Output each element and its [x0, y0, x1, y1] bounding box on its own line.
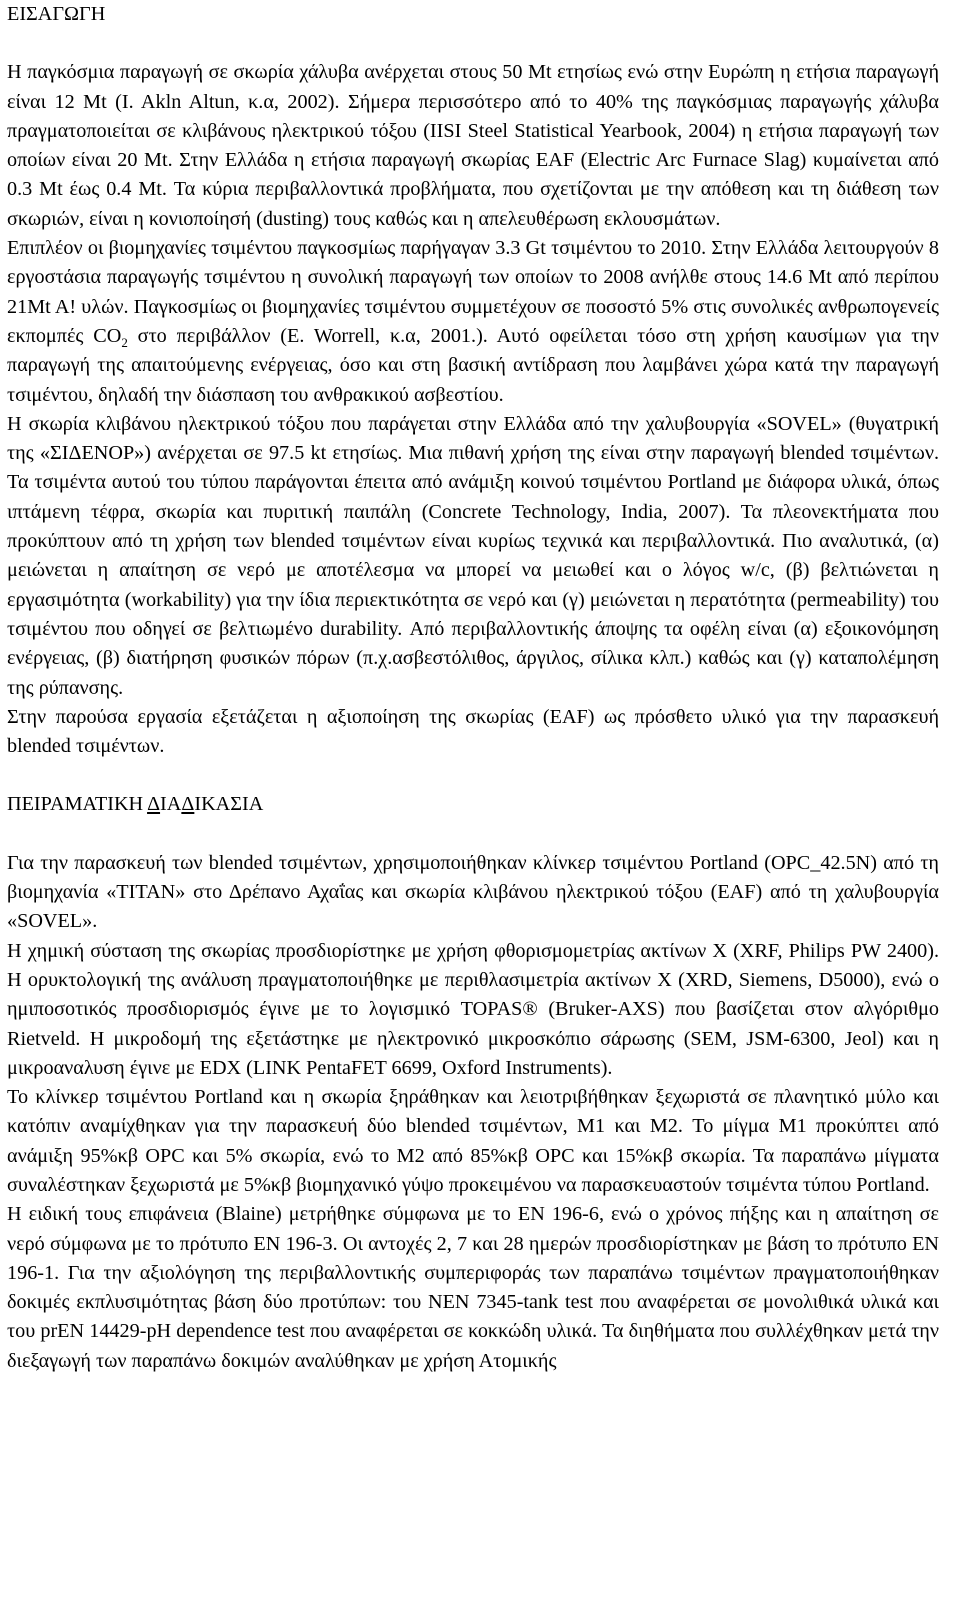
experimental-paragraph-4: Η ειδική τους επιφάνεια (Blaine) μετρήθηκε σύμφωνα με το EN 196-6, ενώ ο χρόνος πήξης και η απαίτηση σε νερό σύμφωνα με το πρότυπο EN 196-3. Οι αντοχές 2, 7 και 28 ημερών προσδιορίστηκαν με βάση το πρότυπο EN 196-1. Για την αξιολόγηση της περιβαλλοντικής συμπεριφοράς των παραπάνω τσιμέντων πραγματοποιήθηκαν δοκιμές εκπλυσιμότητας βάση δύο προτύπων: του NEN 7345-tank test που αναφέρεται σε μονολιθικά υλικά και του prEN 14429-pH dependence test που αναφέρεται σε κοκκώδη υλικά. Τα διηθήματα που συλλέχθηκαν μετά την διεξαγωγή των παραπάνω δοκιμών αναλύθηκαν με χρήση Ατομικής [7, 1203, 939, 1372]
experimental-paragraph-1: Για την παρασκευή των blended τσιμέντων, χρησιμοποιήθηκαν κλίνκερ τσιμέντου Portland (OPC_42.5N) από τη βιομηχανία «TITAN» στο Δρέπανο Αχαΐας και σκωρία κλιβάνου ηλεκτρικού τόξου (EAF) από τη χαλυβουργία «SOVEL». [7, 851, 939, 933]
document-page [7, 0, 939, 1376]
section-title-experimental-u1: Δ [147, 793, 161, 816]
co2-subscript: 2 [121, 335, 128, 350]
intro-paragraph-2-text-a: Επιπλέον οι βιομηχανίες τσιμέντου παγκοσμίως παρήγαγαν 3.3 Gt τσιμέντου το 2010. Στην Ελλάδα λειτουργούν 8 εργοστάσια παραγωγής τσιμέντου η συνολική παραγωγή των οποίων το 2008 ανήλθε στους 14.6 Mt από περίπου 21Mt A! υλών. Παγκοσμίως οι βιομηχανίες τσιμέντου συμμετέχουν σε ποσοστό 5% στις συνολικές ανθρωπογενείς εκπομπές CO [7, 237, 939, 347]
intro-paragraph-2-text-b: στο περιβάλλον (E. Worrell, κ.α, 2001.). Αυτό οφείλεται τόσο στη χρήση καυσίμων για την παραγωγή της απαιτούμενης ενέργειας, όσο και στη βασική αντίδραση που λαμβάνει χώρα κατά την παραγωγή τσιμέντου, δηλαδή την διάσπαση του ανθρακικού ασβεστίου. [7, 324, 939, 406]
experimental-paragraph-2: Η χημική σύσταση της σκωρίας προσδιορίστηκε με χρήση φθορισμομετρίας ακτίνων X (XRF, Philips PW 2400). Η ορυκτολογική της ανάλυση πραγματοποιήθηκε με περιθλασιμετρία ακτίνων X (XRD, Siemens, D5000), ενώ ο ημιποσοτικός προσδιορισμός έγινε με το λογισμικό TOPAS® (Bruker-AXS) που βασίζεται στον αλγόριθμο Rietveld. Η μικροδομή της εξετάστηκε με ηλεκτρονικό μικροσκόπιο σάρωσης (SEM, JSM-6300, Jeol) και η μικροαναλυση έγινε με EDX (LINK PentaFET 6699, Oxford Instruments). [7, 939, 939, 1079]
spacer [7, 761, 939, 790]
intro-paragraph-1: Η παγκόσμια παραγωγή σε σκωρία χάλυβα ανέρχεται στους 50 Mt ετησίως ενώ στην Ευρώπη η ετήσια παραγωγή είναι 12 Mt (I. Akln Altun, κ.α, 2002). Σήμερα περισσότερο από το 40% της παγκόσμιας παραγωγής χάλυβα πραγματοποιείται σε κλιβάνους ηλεκτρικού τόξου (IISI Steel Statistical Yearbook, 2004) η ετήσια παραγωγή των οποίων είναι 20 Mt. Στην Ελλάδα η ετήσια παραγωγή σκωρίας EAF (Electric Arc Furnace Slag) κυμαίνεται από 0.3 Mt έως 0.4 Mt. Τα κύρια περιβαλλοντικά προβλήματα, που σχετίζονται με την απόθεση και τη διάθεση των σκωριών, είναι η κονιοποίησή (dusting) τους καθώς και η απελευθέρωση εκλουσμάτων. [7, 61, 939, 230]
spacer [7, 29, 939, 58]
intro-paragraph-4: Στην παρούσα εργασία εξετάζεται η αξιοποίηση της σκωρίας (EAF) ως πρόσθετο υλικό για την παρασκευή blended τσιμέντων. [7, 705, 939, 758]
intro-paragraph-2 [7, 234, 939, 410]
section-title-introduction: ΕΙΣΑΓΩΓΗ [7, 3, 106, 25]
experimental-paragraph-3: Το κλίνκερ τσιμέντου Portland και η σκωρία ξηράθηκαν και λειοτριβήθηκαν ξεχωριστά σε πλανητικό μύλο και κατόπιν αναμίχθηκαν για την παρασκευή δύο blended τσιμέντων, M1 και M2. Το μίγμα M1 προκύπτει από ανάμιξη 95%κβ OPC και 5% σκωρία, ενώ το M2 από 85%κβ OPC και 15%κβ σκωρία. Τα παραπάνω μίγματα συναλέστηκαν ξεχωριστά με 5%κβ βιομηχανικό γύψο προκειμένου να παρασκευαστούν τσιμέντα τύπου Portland. [7, 1086, 939, 1196]
intro-paragraph-3: Η σκωρία κλιβάνου ηλεκτρικού τόξου που παράγεται στην Ελλάδα από την χαλυβουργία «SOVEL» (θυγατρική της «ΣΙΔΕΝΟΡ») ανέρχεται σε 97.5 kt ετησίως. Μια πιθανή χρήση της είναι στην παραγωγή blended τσιμέντων. Τα τσιμέντα αυτού του τύπου παράγονται έπειτα από ανάμιξη κοινού τσιμέντου Portland με διάφορα υλικά, όπως ιπτάμενη τέφρα, σκωρία και πυριτική παιπάλη (Concrete Technology, India, 2007). Τα πλεονεκτήματα που προκύπτουν από τη χρήση των blended τσιμέντων είναι κυρίως τεχνικά και περιβαλλοντικά. Πιο αναλυτικά, (α) μειώνεται η απαίτηση σε νερό με αποτέλεσμα να μπορεί να μειωθεί και ο λόγος w/c, (β) βελτιώνεται η εργασιμότητα (workability) για την ίδια περιεκτικότητα σε νερό και (γ) μειώνεται η περατότητα (permeability) του τσιμέντου που οδηγεί σε βελτιωμένο durability. Από περιβαλλοντικής άποψης τα οφέλη είναι (α) εξοικονόμηση ενέργειας, (β) διατήρηση φυσικών πόρων (π.χ.ασβεστόλιθος, άργιλος, σίλικα κλπ.) καθώς και (γ) καταπολέμηση της ρύπανσης. [7, 412, 939, 699]
section-title-experimental [7, 790, 939, 819]
section-title-experimental-u2: Δ [181, 793, 195, 816]
section-title-experimental-c: ΙΚΑΣΙΑ [194, 793, 264, 816]
section-title-experimental-a: ΠΕΙΡΑΜΑΤΙΚΗ [7, 793, 148, 816]
spacer [7, 820, 939, 849]
section-title-experimental-b: ΙΑ [160, 793, 182, 816]
